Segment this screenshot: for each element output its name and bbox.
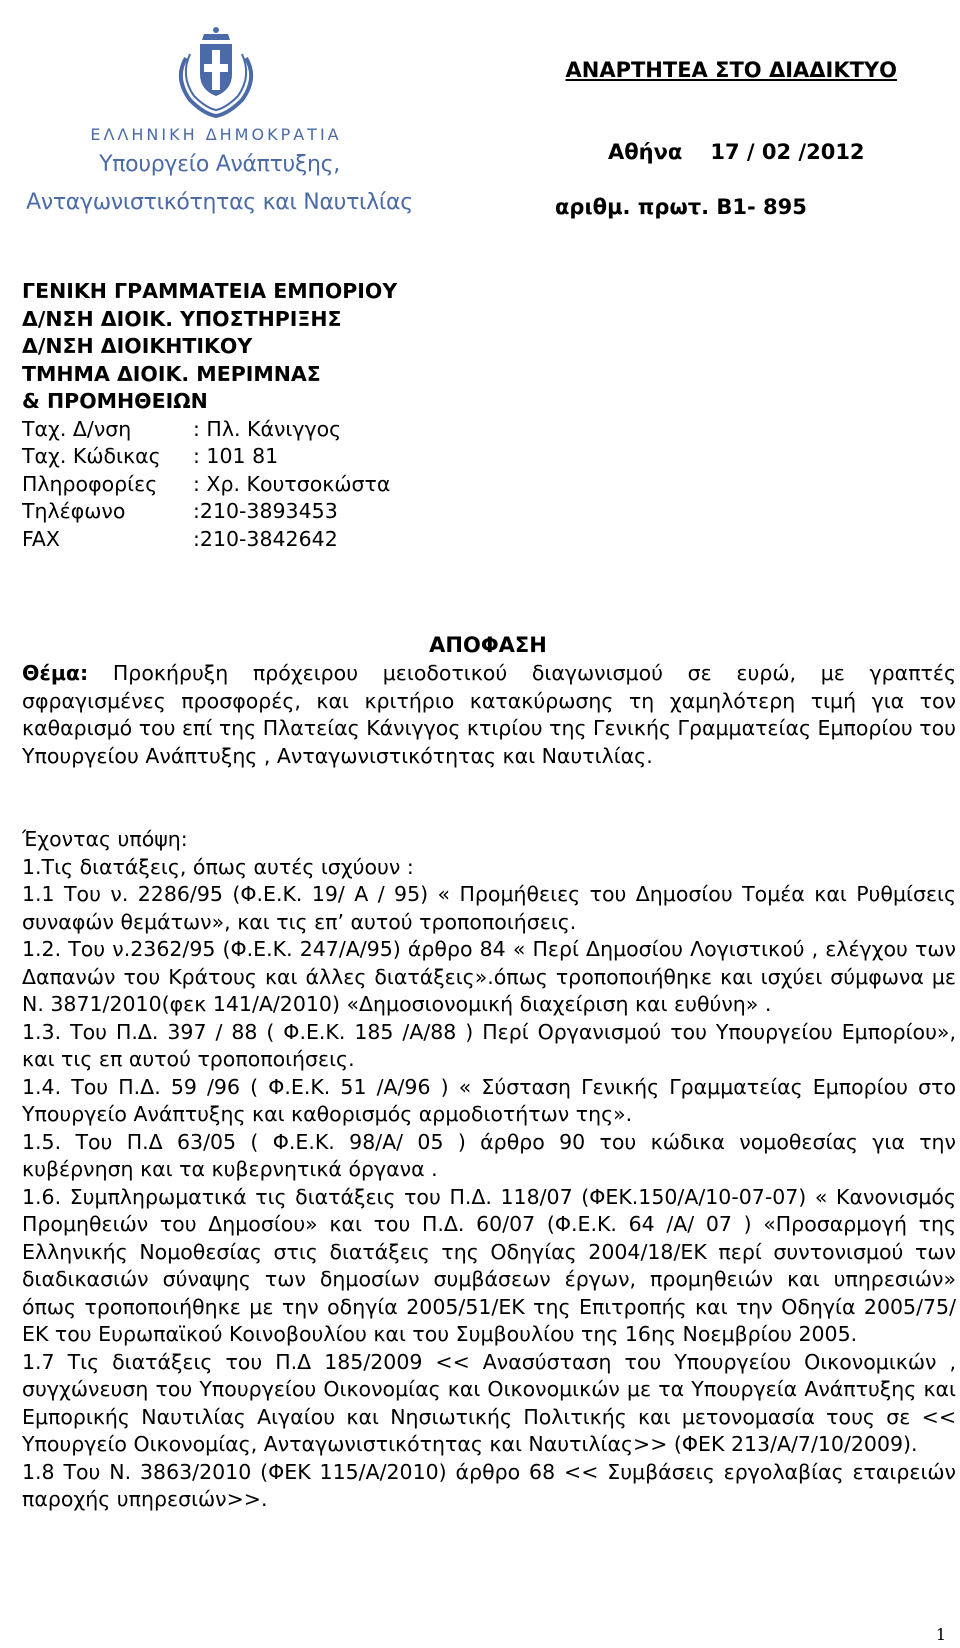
subject-paragraph — [22, 660, 956, 770]
info-label: Πληροφορίες — [22, 471, 158, 496]
page-number: 1 — [935, 1625, 946, 1644]
list-item: 1.3. Του Π.Δ. 397 / 88 ( Φ.Ε.Κ. 185 /Α/88 ) Περί Οργανισμού του Υπουργείου Εμπορίου», και τις επ αυτού τροποποιήσεις. — [22, 1019, 956, 1071]
document-date — [608, 140, 865, 164]
header-line: ΓΕΝΙΚΗ ΓΡΑΜΜΑΤΕΙΑ ΕΜΠΟΡΙΟΥ — [22, 279, 398, 303]
considering-heading: Έχοντας υπόψη: — [22, 827, 188, 851]
list-item: 1.Τις διατάξεις, όπως αυτές ισχύουν : — [22, 854, 414, 879]
date-city: Αθήνα — [608, 140, 683, 164]
list-item: 1.2. Του ν.2362/95 (Φ.Ε.Κ. 247/Α/95) άρθρο 84 « Περί Δημοσίου Λογιστικού , ελέγχου των Δαπανών του Κράτους και άλλες διατάξεις».όπως τροποποιήθηκε και ισχύει σύμφωνα με Ν. 3871/2010(φεκ 141/Α/2010) «Δημοσιονομική διαχείριση και ευθύνη» . — [22, 937, 956, 1016]
subject-text: Προκήρυξη πρόχειρου μειοδοτικού διαγωνισμού σε ευρώ, με γραπτές σφραγισμένες προσφορές, και κριτήριο κατακύρωσης τη χαμηλότερη τιμή για τον καθαρισμό του επί της Πλατείας Κάνιγγος κτιρίου της Γενικής Γραμματείας Εμπορίου του Υπουργείου Ανάπτυξης , Ανταγωνιστικότητας και Ναυτιλίας. — [22, 661, 956, 768]
subject-label: Θέμα: — [22, 661, 89, 685]
ministry-name-line1: Υπουργείο Ανάπτυξης, — [99, 152, 340, 177]
postcode-value: : 101 81 — [193, 444, 279, 468]
address-row — [22, 416, 397, 444]
list-item: 1.8 Του Ν. 3863/2010 (ΦΕΚ 115/Α/2010) άρθρο 68 << Συμβάσεις εργολαβίας εταιρειών παροχής υπηρεσιών>>. — [22, 1459, 956, 1511]
postcode-label: Ταχ. Κώδικας — [22, 444, 161, 468]
fax-value: :210-3842642 — [193, 526, 338, 551]
sender-header — [22, 278, 397, 553]
postcode-row — [22, 443, 397, 471]
address-label: Ταχ. Δ/νση — [22, 416, 132, 441]
republic-text: ΕΛΛΗΝΙΚΗ ΔΗΜΟΚΡΑΤΙΑ — [90, 125, 342, 144]
list-item: 1.5. Του Π.Δ 63/05 ( Φ.Ε.Κ. 98/Α/ 05 ) άρθρο 90 του κώδικα νομοθεσίας για την κυβέρνηση και τα κυβερνητικά όργανα . — [22, 1129, 956, 1181]
list-item: 1.1 Του ν. 2286/95 (Φ.Ε.Κ. 19/ Α / 95) « Προμήθειες του Δημοσίου Τομέα και Ρυθμίσεις συναφών θεμάτων», και τις επ’ αυτού τροποποιήσεις. — [22, 882, 956, 934]
ministry-logo — [22, 20, 422, 235]
header-line: ΤΜΗΜΑ ΔΙΟΙΚ. ΜΕΡΙΜΝΑΣ — [22, 361, 321, 386]
list-item: 1.7 Τις διατάξεις του Π.Δ 185/2009 << Ανασύσταση του Υπουργείου Οικονομικών , συγχώνευση του Υπουργείου Οικονομίας και Οικονομικών με τα Υπουργεία Ανάπτυξης και Εμπορικής Ναυτιλίας Αιγαίου και Νησιωτικής Πολιτικής και μετονομασία τους σε << Υπουργείο Οικονομίας, Ανταγωνιστικότητας και Ναυτιλίας>> (ΦΕΚ 213/Α/7/10/2009). — [22, 1349, 956, 1456]
header-line: Δ/ΝΣΗ ΔΙΟΙΚ. ΥΠΟΣΤΗΡΙΞΗΣ — [22, 306, 342, 331]
phone-row — [22, 498, 397, 526]
publish-note: ΑΝΑΡΤΗΤΕΑ ΣΤΟ ΔΙΑΔΙΚΤΥΟ — [565, 58, 897, 82]
info-value: : Χρ. Κουτσοκώστα — [193, 471, 391, 496]
address-value: : Πλ. Κάνιγγος — [193, 416, 342, 441]
header-line: Δ/ΝΣΗ ΔΙΟΙΚΗΤΙΚΟΥ — [22, 334, 253, 358]
coat-of-arms-icon — [166, 20, 266, 120]
list-item: 1.6. Συμπληρωματικά τις διατάξεις του Π.Δ. 118/07 (ΦΕΚ.150/Α/10-07-07) « Κανονισμός Προμηθειών του Δημοσίου» και του Π.Δ. 60/07 (Φ.Ε.Κ. 64 /Α/ 07 ) «Προσαρμογή της Ελληνικής Νομοθεσίας στις διατάξεις της Οδηγίας 2004/18/ΕΚ περί συντονισμού των διαδικασιών σύναψης των δημοσίων συμβάσεων έργων, προμηθειών και υπηρεσιών» όπως τροποποιήθηκε με την οδηγία 2005/51/ΕΚ της Επιτροπής και την Οδηγία 2005/75/ΕΚ του Ευρωπαϊκού Κοινοβουλίου και του Συμβουλίου της 16ης Νοεμβρίου 2005. — [22, 1184, 956, 1346]
list-item: 1.4. Του Π.Δ. 59 /96 ( Φ.Ε.Κ. 51 /Α/96 ) « Σύσταση Γενικής Γραμματείας Εμπορίου στο Υπουργείο Ανάπτυξης και καθορισμός αρμοδιοτήτων της». — [22, 1074, 956, 1126]
fax-row — [22, 526, 397, 554]
ministry-name-line2: Ανταγωνιστικότητας και Ναυτιλίας — [26, 190, 413, 215]
decision-body — [22, 660, 956, 1514]
phone-value: :210-3893453 — [193, 499, 338, 523]
header-line: & ΠΡΟΜΗΘΕΙΩΝ — [22, 389, 208, 413]
date-value: 17 / 02 /2012 — [710, 140, 865, 164]
protocol-number: αριθμ. πρωτ. Β1- 895 — [555, 195, 807, 219]
decision-title: ΑΠΟΦΑΣΗ — [429, 633, 547, 657]
info-row — [22, 471, 397, 499]
phone-label: Τηλέφωνο — [22, 499, 126, 523]
fax-label: FAX — [22, 526, 60, 551]
